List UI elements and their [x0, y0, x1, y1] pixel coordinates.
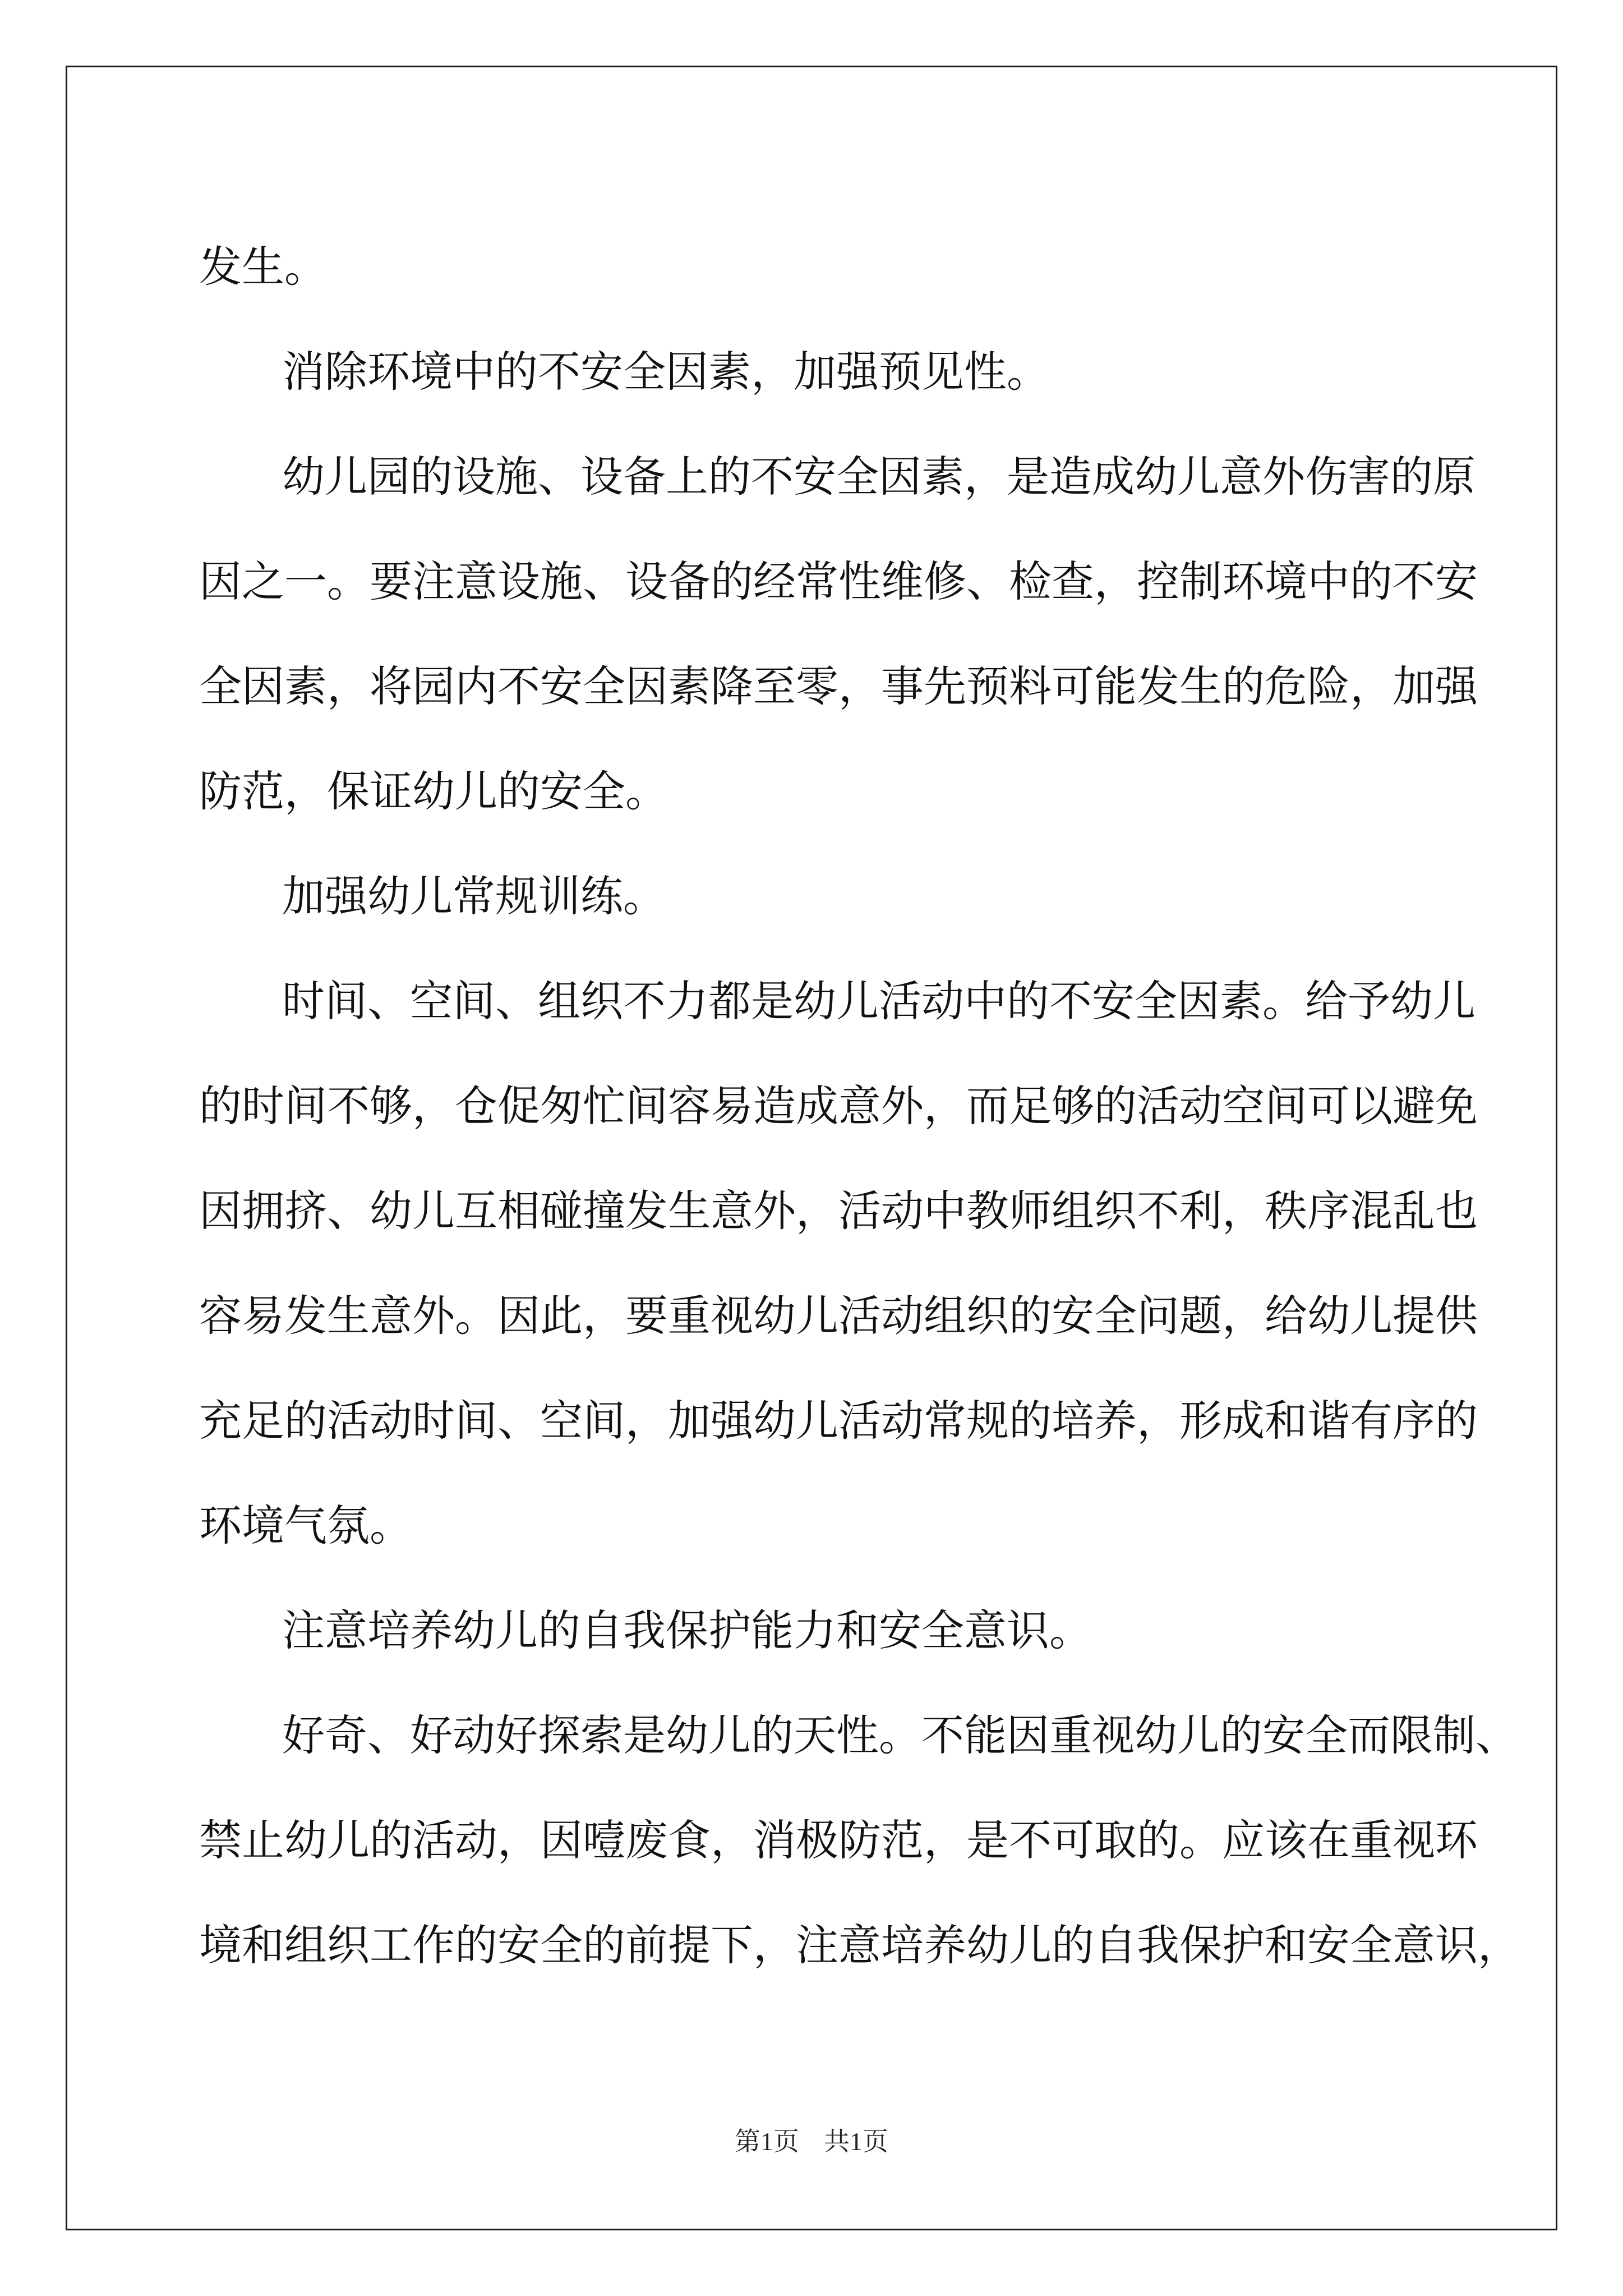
text-line: 幼儿园的设施、设备上的不安全因素，是造成幼儿意外伤害的原: [282, 452, 1476, 501]
page-total: 共1页: [824, 2127, 888, 2156]
text-line: 境和组织工作的安全的前提下，注意培养幼儿的自我保护和安全意识，: [199, 1920, 1520, 1970]
text-line: 全因素，将园内不安全因素降至零，事先预料可能发生的危险，加强: [199, 661, 1478, 711]
text-line: 消除环境中的不安全因素，加强预见性。: [282, 347, 1049, 397]
text-line: 防范，保证幼儿的安全。: [199, 766, 668, 816]
text-line: 注意培养幼儿的自我保护能力和安全意识。: [282, 1605, 1092, 1655]
text-line: 加强幼儿常规训练。: [282, 871, 666, 921]
text-line: 好奇、好动好探索是幼儿的天性。不能因重视幼儿的安全而限制、: [282, 1710, 1518, 1760]
text-line: 环境气氛。: [199, 1501, 412, 1550]
text-line: 的时间不够，仓促匆忙间容易造成意外，而足够的活动空间可以避免: [199, 1081, 1478, 1131]
text-line: 充足的活动时间、空间，加强幼儿活动常规的培养，形成和谐有序的: [199, 1396, 1478, 1446]
text-line: 因之一。要注意设施、设备的经常性维修、检查，控制环境中的不安: [199, 556, 1478, 606]
text-line: 发生。: [199, 242, 327, 292]
text-line: 容易发生意外。因此，要重视幼儿活动组织的安全问题，给幼儿提供: [199, 1291, 1478, 1341]
document-body: [199, 214, 1520, 1998]
text-line: 因拥挤、幼儿互相碰撞发生意外，活动中教师组织不利，秩序混乱也: [199, 1186, 1478, 1236]
text-line: 禁止幼儿的活动，因噎废食，消极防范，是不可取的。应该在重视环: [199, 1815, 1478, 1865]
page-footer: [0, 2125, 1623, 2159]
page-number: 第1页: [735, 2127, 799, 2156]
text-line: 时间、空间、组织不力都是幼儿活动中的不安全因素。给予幼儿: [282, 976, 1476, 1026]
